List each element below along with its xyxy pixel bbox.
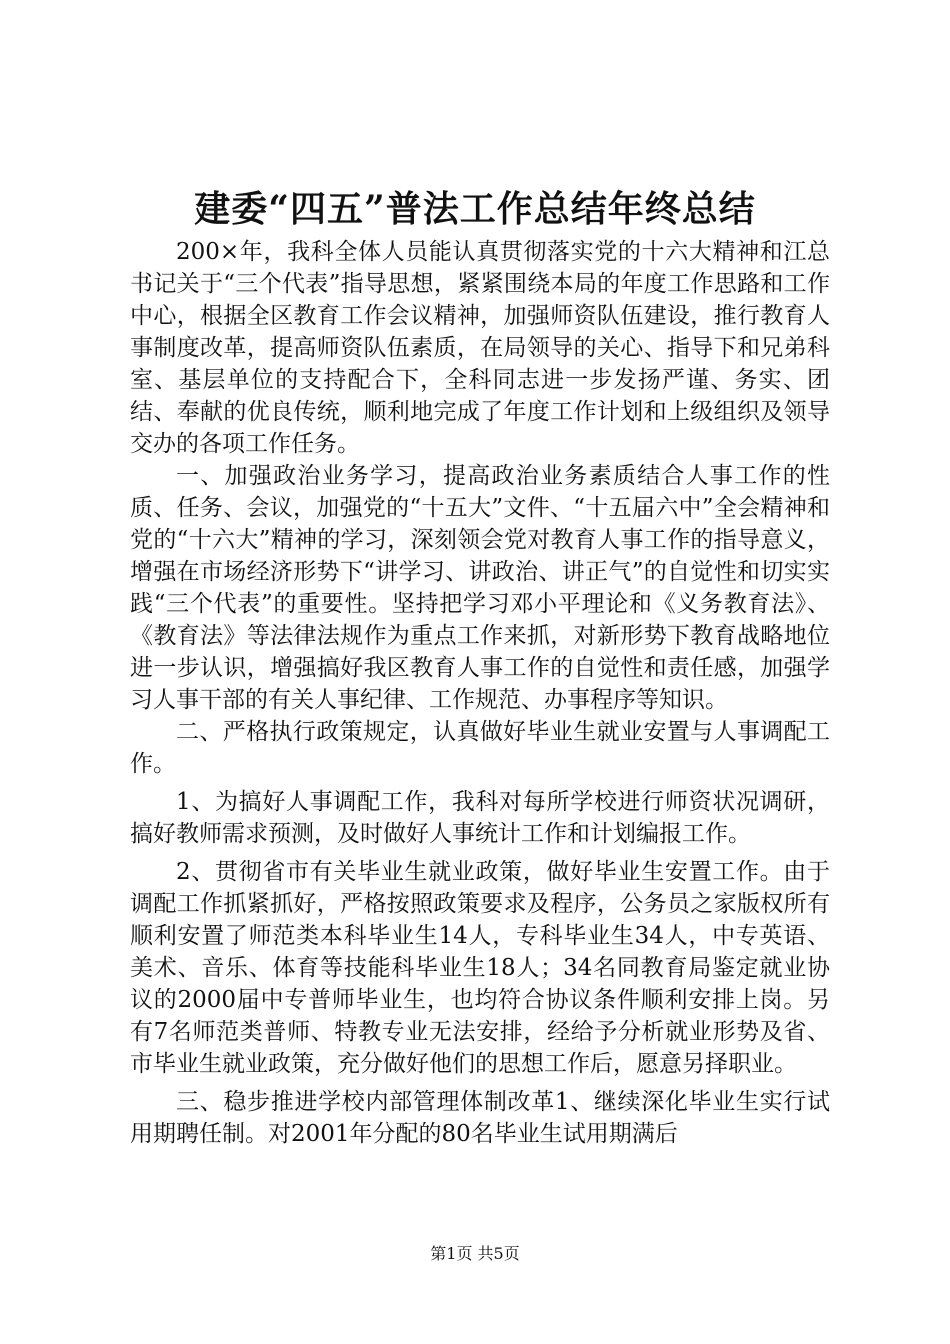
paragraph-section-three: 三、稳步推进学校内部管理体制改革1、继续深化毕业生实行试用期聘任制。对2001年分配的80名毕业生试用期满后 [130, 1089, 830, 1147]
paragraph-item-two: 2、贯彻省市有关毕业生就业政策，做好毕业生安置工作。由于调配工作抓紧抓好，严格按照政策要求及程序，公务员之家版权所有顺利安置了师范类本科毕业生14人，专科毕业生34人，中专英语、美术、音乐、体育等技能科毕业生18人；34名同教育局鉴定就业协议的2000届中专普师毕业生，也均符合协议条件顺利安排上岗。另有7名师范类普师、特教专业无法安排，经给予分析就业形势及省、市毕业生就业政策，充分做好他们的思想工作后，愿意另择职业。 [130, 859, 830, 1077]
document-body [130, 236, 830, 1150]
paragraph-section-one: 一、加强政治业务学习，提高政治业务素质结合人事工作的性质、任务、会议，加强党的“十五大”文件、“十五届六中”全会精神和党的“十六大”精神的学习，深刻领会党对教育人事工作的指导意义，增强在市场经济形势下“讲学习、讲政治、讲正气”的自觉性和切实实践“三个代表”的重要性。坚持把学习邓小平理论和《义务教育法》、《教育法》等法律法规作为重点工作来抓，对新形势下教育战略地位进一步认识，增强搞好我区教育人事工作的自觉性和责任感，加强学习人事干部的有关人事纪律、工作规范、办事程序等知识。 [130, 463, 830, 713]
paragraph-item-one: 1、为搞好人事调配工作，我科对每所学校进行师资状况调研，搞好教师需求预测，及时做好人事统计工作和计划编报工作。 [130, 789, 830, 847]
document-title: 建委“四五”普法工作总结年终总结 [194, 188, 756, 230]
page-number-footer: 第1页 共5页 [430, 1244, 520, 1263]
paragraph-section-two: 二、严格执行政策规定，认真做好毕业生就业安置与人事调配工作。 [130, 719, 830, 777]
paragraph-intro: 200×年，我科全体人员能认真贯彻落实党的十六大精神和江总书记关于“三个代表”指导思想，紧紧围绕本局的年度工作思路和工作中心，根据全区教育工作会议精神，加强师资队伍建设，推行教育人事制度改革，提高师资队伍素质，在局领导的关心、指导下和兄弟科室、基层单位的支持配合下，全科同志进一步发扬严谨、务实、团结、奉献的优良传统，顺利地完成了年度工作计划和上级组织及领导交办的各项工作任务。 [130, 239, 830, 457]
